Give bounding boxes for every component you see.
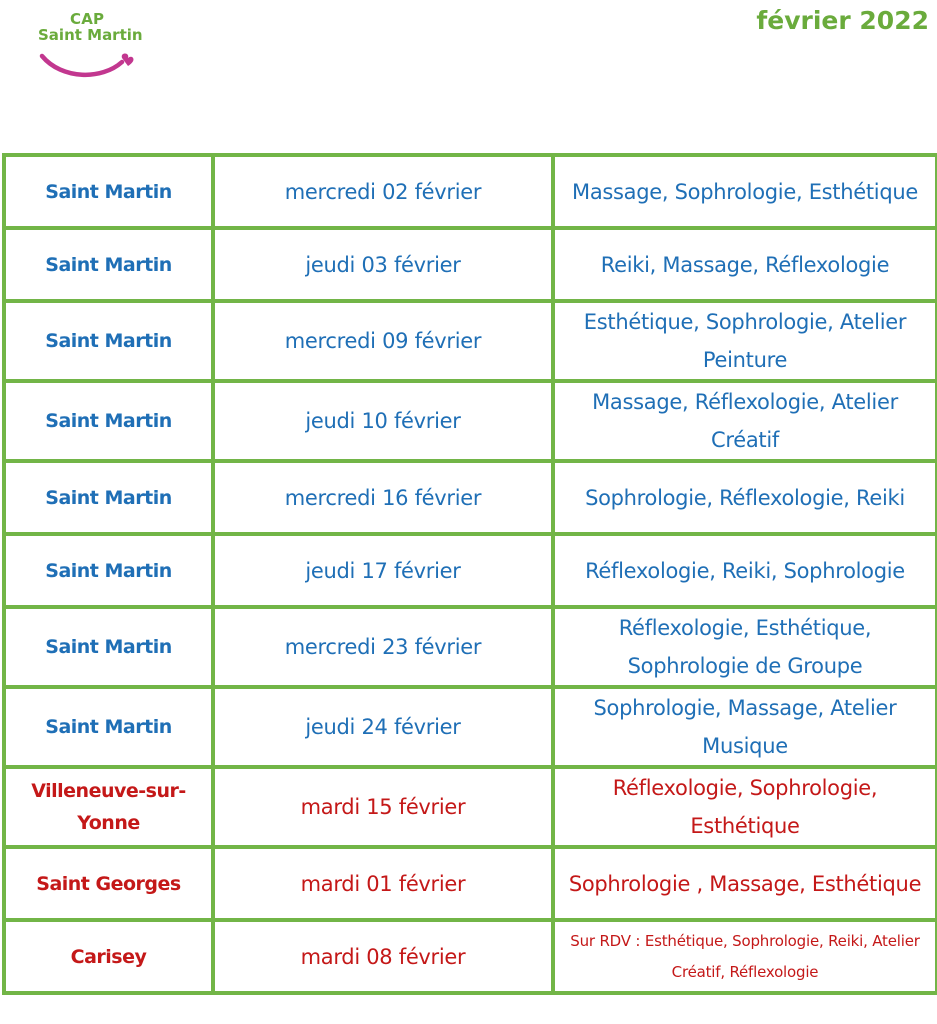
- date-cell: mardi 15 février: [213, 767, 553, 847]
- month-title: février 2022: [756, 6, 929, 35]
- activities-cell: Réflexologie, Sophrologie, Esthétique: [553, 767, 937, 847]
- table-row: [4, 301, 937, 381]
- activities-cell: Sophrologie , Massage, Esthétique: [553, 847, 937, 920]
- cap-saint-martin-logo: [36, 10, 143, 84]
- place-cell: Carisey: [4, 920, 213, 993]
- place-cell: Saint Martin: [4, 687, 213, 767]
- table-row: [4, 607, 937, 687]
- activities-cell: Massage, Sophrologie, Esthétique: [553, 155, 937, 228]
- logo-text-saint-martin: Saint Martin: [38, 26, 143, 44]
- date-cell: jeudi 10 février: [213, 381, 553, 461]
- activities-cell: Réflexologie, Reiki, Sophrologie: [553, 534, 937, 607]
- table-row: [4, 534, 937, 607]
- date-cell: mardi 01 février: [213, 847, 553, 920]
- table-row: [4, 461, 937, 534]
- activities-cell: Sur RDV : Esthétique, Sophrologie, Reiki, Atelier Créatif, Réflexologie: [553, 920, 937, 993]
- date-cell: jeudi 24 février: [213, 687, 553, 767]
- activities-cell: Réflexologie, Esthétique, Sophrologie de Groupe: [553, 607, 937, 687]
- place-cell: Saint Georges: [4, 847, 213, 920]
- place-cell: Saint Martin: [4, 607, 213, 687]
- schedule-table: [2, 153, 937, 995]
- table-row: [4, 767, 937, 847]
- table-row: [4, 687, 937, 767]
- logo-text-cap: CAP: [70, 10, 105, 28]
- activities-cell: Reiki, Massage, Réflexologie: [553, 228, 937, 301]
- date-cell: jeudi 17 février: [213, 534, 553, 607]
- date-cell: mercredi 02 février: [213, 155, 553, 228]
- activities-cell: Massage, Réflexologie, Atelier Créatif: [553, 381, 937, 461]
- activities-cell: Sophrologie, Réflexologie, Reiki: [553, 461, 937, 534]
- table-row: [4, 381, 937, 461]
- activities-cell: Esthétique, Sophrologie, Atelier Peinture: [553, 301, 937, 381]
- table-row: [4, 228, 937, 301]
- date-cell: mercredi 23 février: [213, 607, 553, 687]
- table-row: [4, 155, 937, 228]
- place-cell: Saint Martin: [4, 301, 213, 381]
- place-cell: Saint Martin: [4, 534, 213, 607]
- place-cell: Saint Martin: [4, 461, 213, 534]
- date-cell: mercredi 09 février: [213, 301, 553, 381]
- table-row: [4, 847, 937, 920]
- date-cell: jeudi 03 février: [213, 228, 553, 301]
- place-cell: Saint Martin: [4, 155, 213, 228]
- place-cell: Saint Martin: [4, 381, 213, 461]
- date-cell: mardi 08 février: [213, 920, 553, 993]
- smile-heart-icon: [36, 46, 136, 86]
- table-row: [4, 920, 937, 993]
- place-cell: Saint Martin: [4, 228, 213, 301]
- date-cell: mercredi 16 février: [213, 461, 553, 534]
- place-cell: Villeneuve-sur-Yonne: [4, 767, 213, 847]
- activities-cell: Sophrologie, Massage, Atelier Musique: [553, 687, 937, 767]
